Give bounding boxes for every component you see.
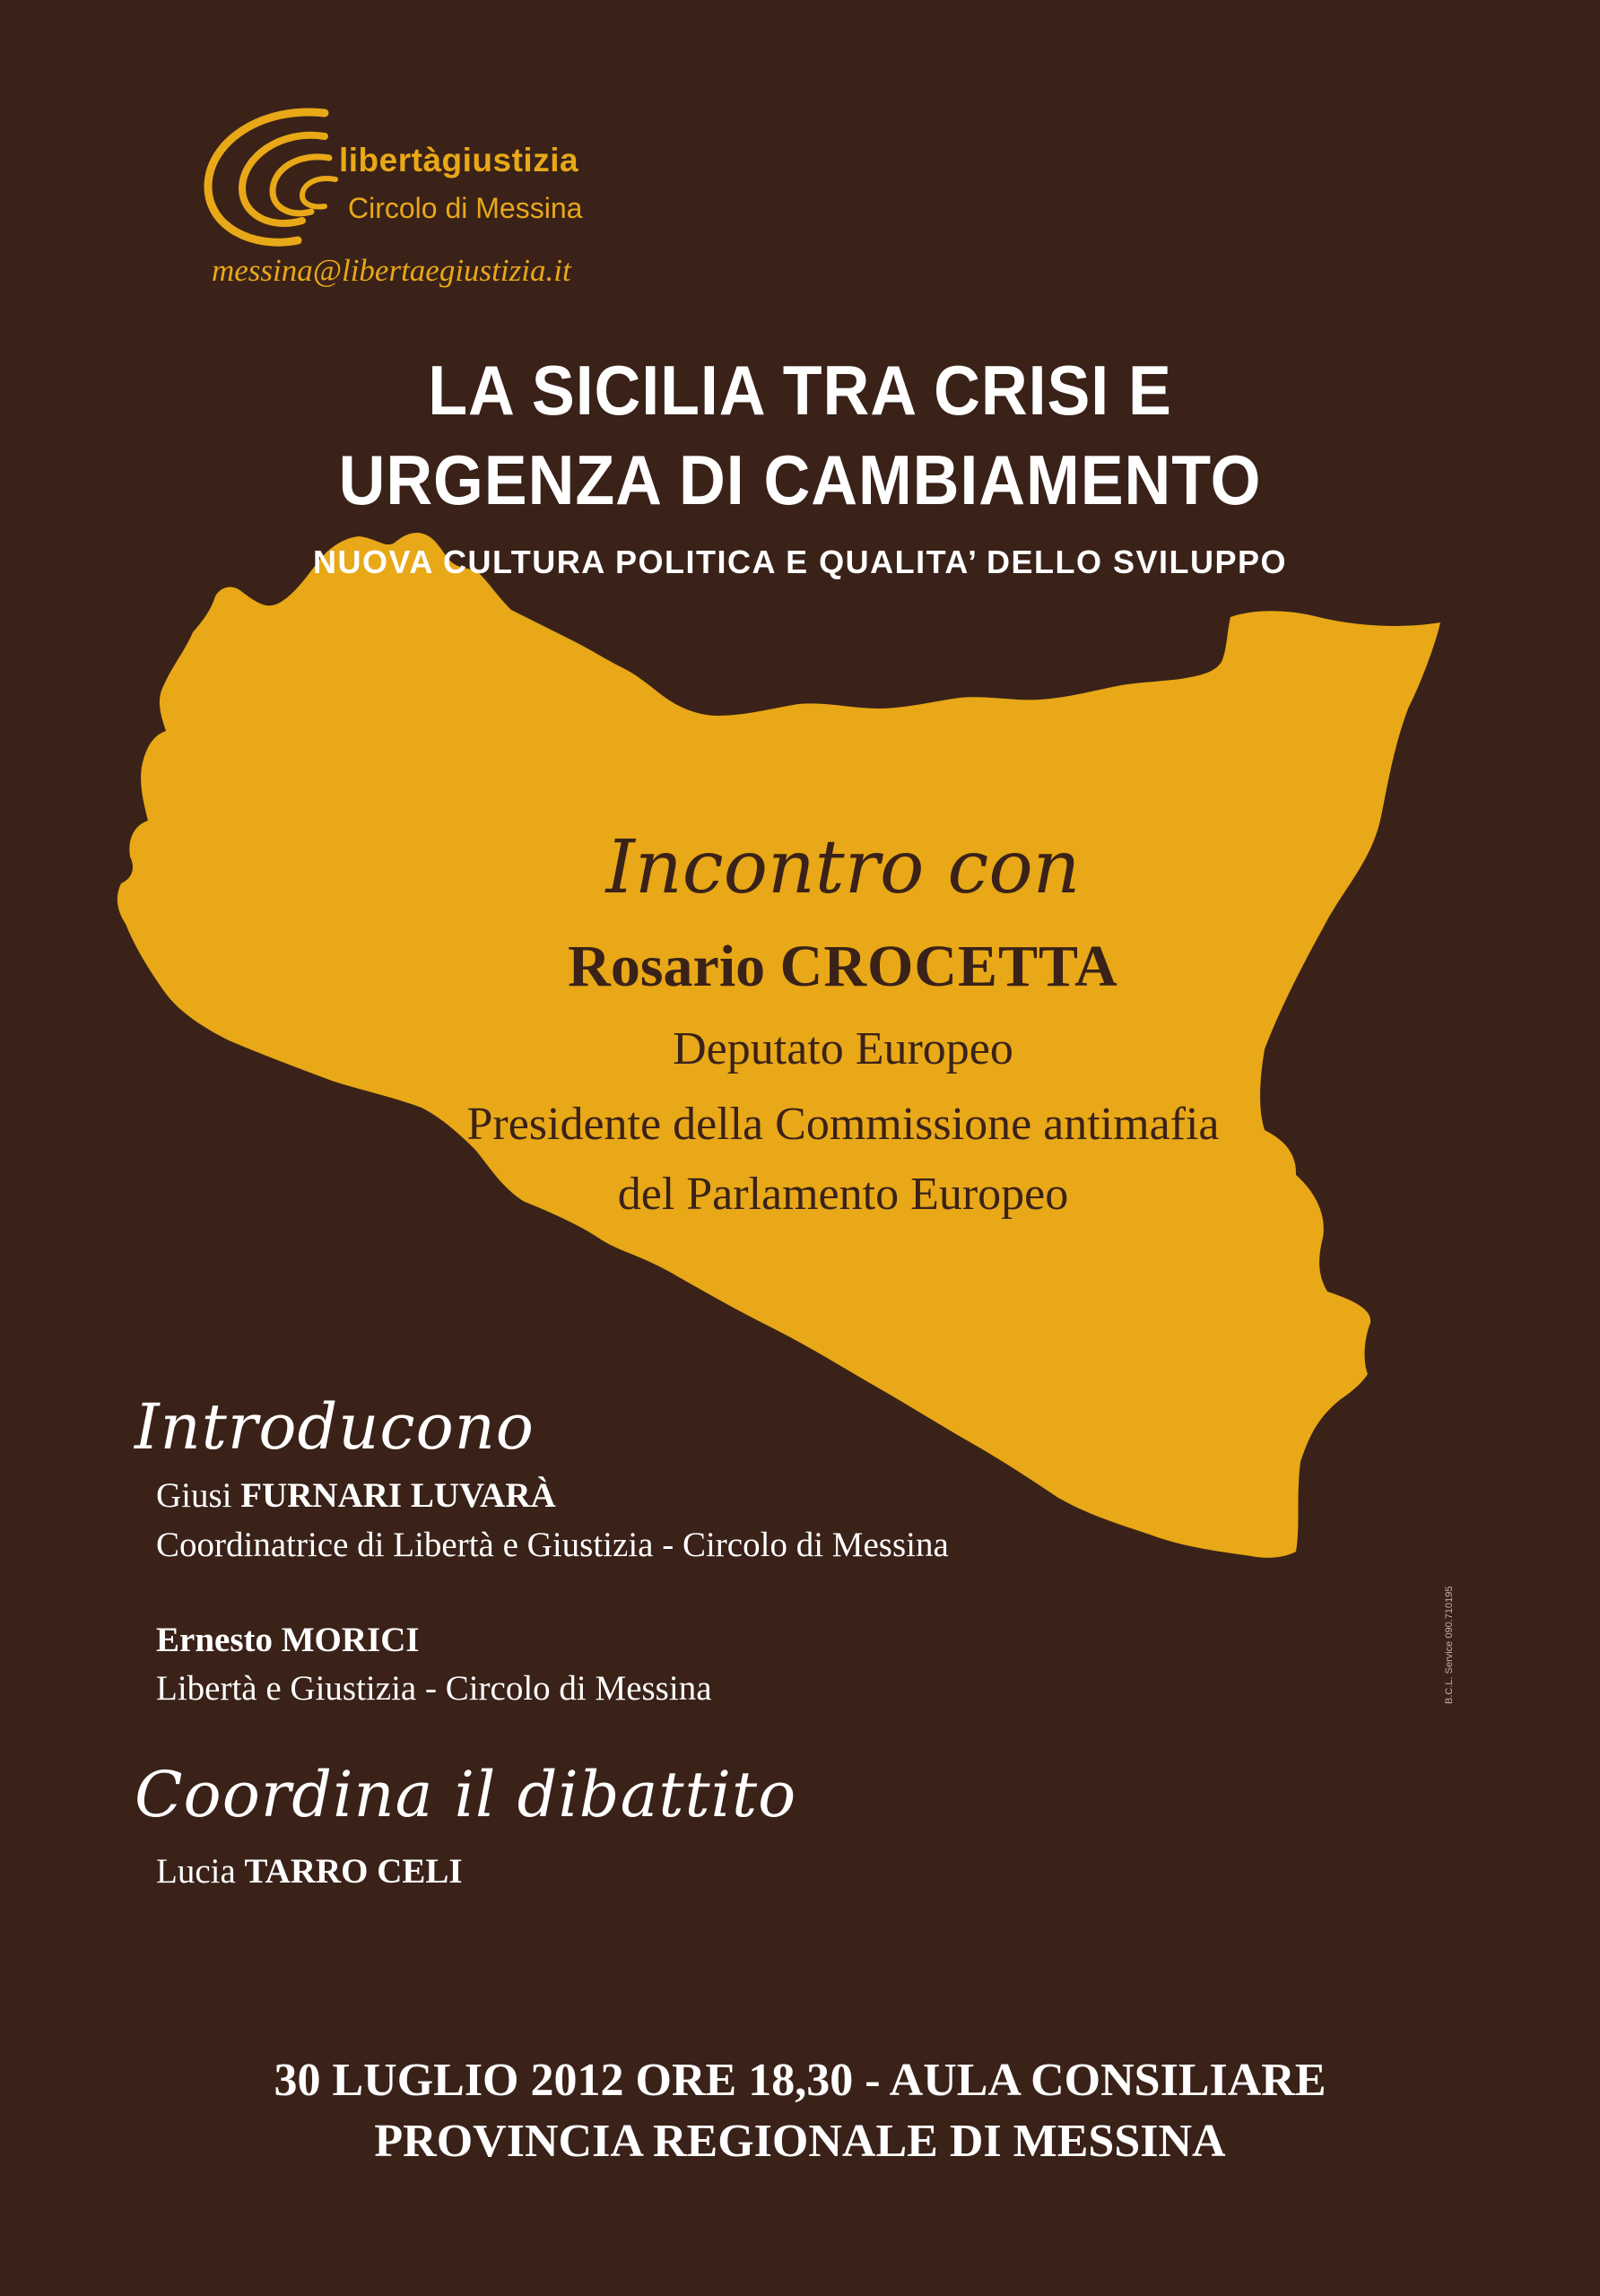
- logo-name: libertàgiustizia: [339, 142, 579, 178]
- guest-name: [341, 933, 1345, 1001]
- event-date-venue: 30 LUGLIO 2012 ORE 18,30 - AULA CONSILIARE: [274, 2055, 1326, 2106]
- speaker-role: Libertà e Giustizia - Circolo di Messina: [156, 1669, 712, 1708]
- guest-intro: Incontro con: [605, 825, 1081, 910]
- speaker-name: [156, 1620, 420, 1660]
- speaker-role: Coordinatrice di Libertà e Giustizia - Circolo di Messina: [156, 1526, 949, 1564]
- main-title-line-1: LA SICILIA TRA CRISI E: [428, 351, 1172, 430]
- guest-role-line: Deputato Europeo: [673, 1023, 1013, 1074]
- speaker-first-name: Giusi: [156, 1476, 232, 1515]
- speaker-last-name: FURNARI LUVARÀ: [240, 1476, 556, 1515]
- guest-role-line: del Parlamento Europeo: [617, 1169, 1069, 1220]
- printer-note: B.C.L. Service 090.710195: [1444, 1586, 1455, 1704]
- guest-last-name: CROCETTA: [779, 934, 1118, 999]
- introducers-heading: Introducono: [135, 1390, 535, 1464]
- moderator-name: [156, 1851, 463, 1892]
- speaker-last-name: MORICI: [281, 1621, 420, 1659]
- guest-first-name: Rosario: [568, 934, 766, 999]
- speaker-name: [156, 1475, 556, 1516]
- moderator-heading: Coordina il dibattito: [135, 1758, 797, 1831]
- event-location: PROVINCIA REGIONALE DI MESSINA: [374, 2116, 1226, 2167]
- contact-email[interactable]: messina@libertaegiustizia.it: [212, 253, 571, 288]
- logo-subtitle: Circolo di Messina: [348, 192, 583, 224]
- speaker-first-name: Ernesto: [156, 1621, 273, 1659]
- concentric-c-logo-icon: [199, 106, 352, 249]
- guest-role-line: Presidente della Commissione antimafia: [466, 1099, 1220, 1150]
- main-title-line-2: URGENZA DI CAMBIAMENTO: [338, 440, 1262, 519]
- moderator-last-name: TARRO CELI: [244, 1852, 463, 1891]
- subtitle: NUOVA CULTURA POLITICA E QUALITA’ DELLO SVILUPPO: [312, 544, 1287, 580]
- moderator-first-name: Lucia: [156, 1852, 236, 1891]
